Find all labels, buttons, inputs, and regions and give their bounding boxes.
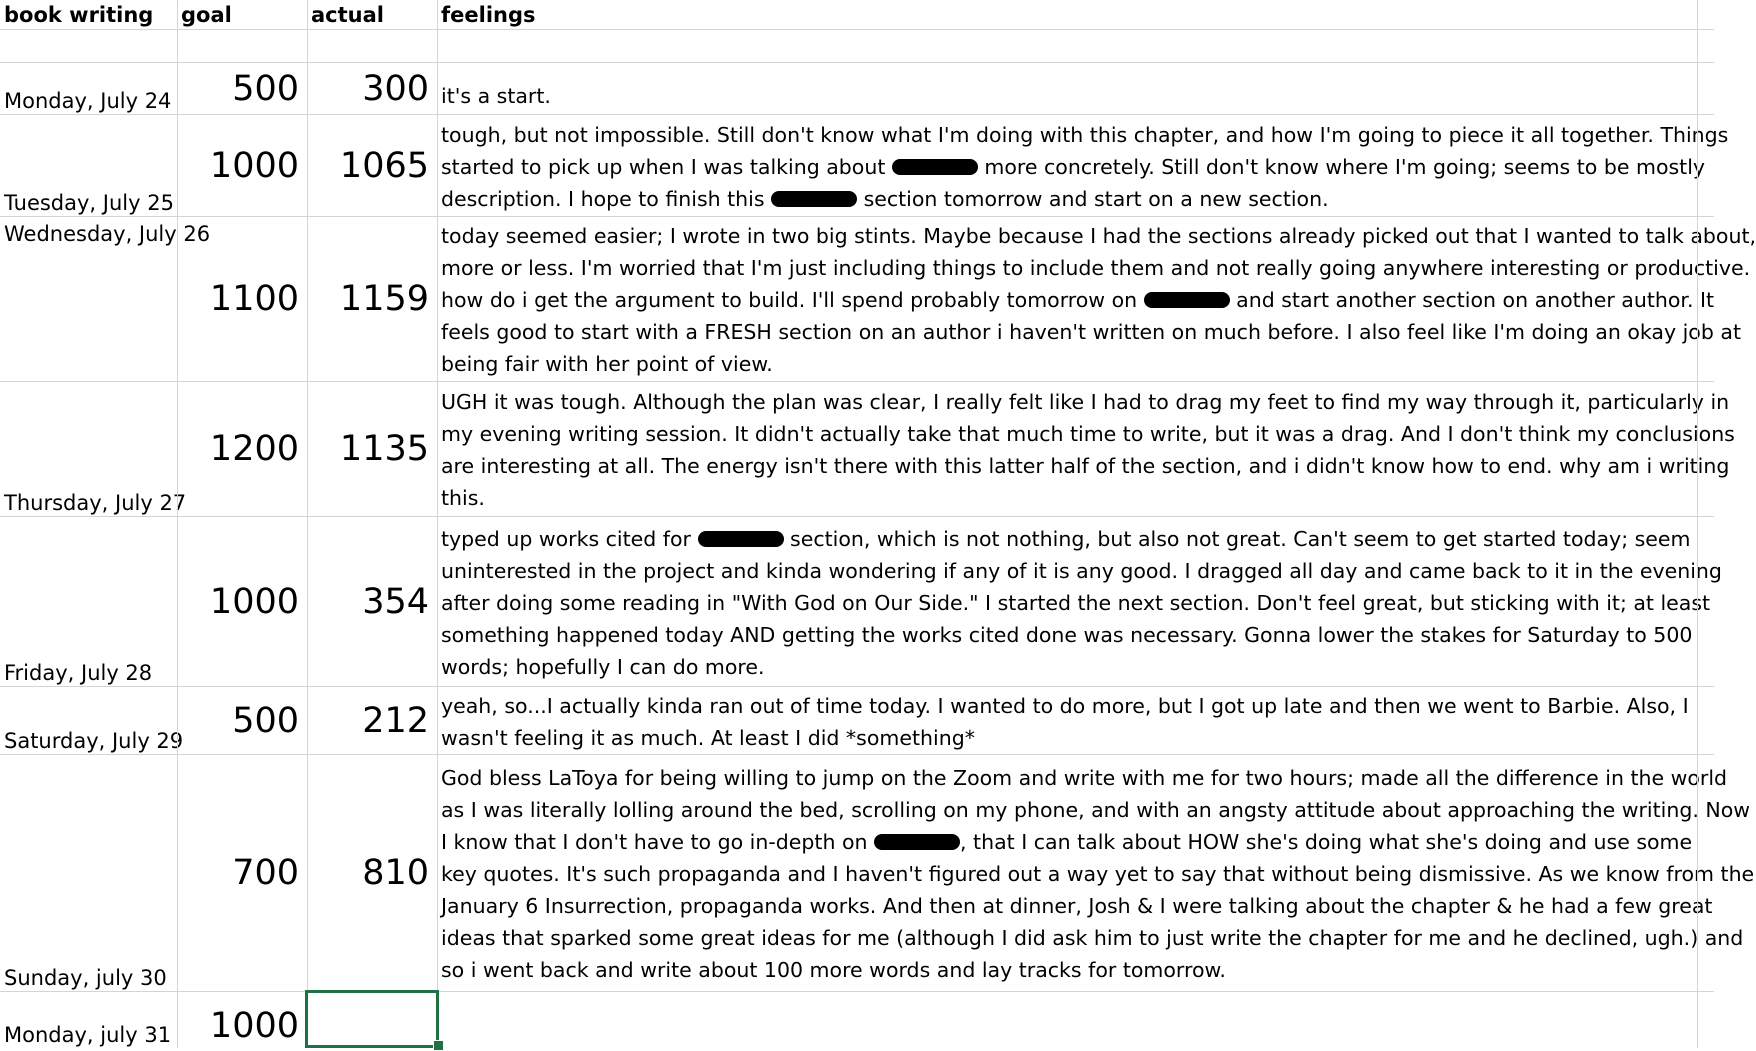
redaction-mark — [698, 531, 784, 547]
feelings-line: description. I hope to finish this section tomorrow and start on a new section. — [441, 186, 1329, 211]
date-cell[interactable]: Wednesday, July 26 — [4, 222, 211, 246]
feelings-cell[interactable] — [437, 382, 1735, 516]
feelings-cell[interactable] — [437, 687, 1697, 754]
redaction-mark — [874, 834, 960, 850]
feelings-cell[interactable] — [437, 115, 1729, 216]
feelings-line: uninterested in the project and kinda wondering if any of it is any good. I dragged all day and came back to it in the evening — [441, 558, 1722, 583]
table-row — [0, 517, 1722, 687]
date-cell[interactable]: Tuesday, July 25 — [4, 191, 174, 215]
feelings-line: typed up works cited for section, which is not nothing, but also not great. Can't seem to get started today; seem — [441, 526, 1691, 551]
actual-cell[interactable]: 300 — [362, 68, 429, 109]
goal-cell[interactable]: 1200 — [209, 429, 299, 469]
table-row — [0, 687, 1714, 755]
table-row — [0, 217, 1756, 382]
goal-cell[interactable]: 1000 — [209, 145, 299, 186]
feelings-line: I know that I don't have to go in-depth on , that I can talk about HOW she's doing what she's doing and use some — [441, 830, 1693, 854]
feelings-cell[interactable] — [437, 63, 1697, 114]
column-divider — [307, 0, 308, 1048]
header-cell-feelings[interactable]: feelings — [441, 3, 536, 27]
goal-cell[interactable]: 700 — [232, 853, 299, 893]
feelings-line: words; hopefully I can do more. — [441, 654, 765, 679]
feelings-line: tough, but not impossible. Still don't know what I'm doing with this chapter, and how I'm going to piece it all together. Things — [441, 122, 1729, 147]
feelings-line: something happened today AND getting the works cited done was necessary. Gonna lower the stakes for Saturday to 500 — [441, 622, 1693, 647]
feelings-line: this. — [441, 486, 485, 510]
actual-cell[interactable]: 1159 — [339, 279, 429, 319]
redaction-mark — [771, 191, 857, 207]
table-row — [0, 992, 1714, 1048]
goal-cell[interactable]: 1000 — [209, 581, 299, 622]
header-cell-goal[interactable]: goal — [181, 3, 232, 27]
feelings-line: feels good to start with a FRESH section on an author i haven't written on much before. I also feel like I'm doing an okay job at — [441, 320, 1741, 344]
feelings-line: UGH it was tough. Although the plan was clear, I really felt like I had to drag my feet to find my way through it, particularly in — [441, 390, 1730, 414]
feelings-line: ideas that sparked some great ideas for me (although I did ask him to just write the chapter for me and he declined, ugh.) and — [441, 926, 1744, 950]
feelings-line: are interesting at all. The energy isn't there with this latter half of the section, and i didn't know how to end. why am i writing — [441, 454, 1730, 478]
feelings-cell[interactable] — [437, 217, 1756, 381]
goal-cell[interactable]: 500 — [232, 700, 299, 741]
redaction-mark — [892, 159, 978, 175]
feelings-line: as I was literally lolling around the bed, scrolling on my phone, and with an angsty attitude about approaching the writing. Now — [441, 798, 1751, 822]
table-row — [0, 755, 1755, 992]
redaction-mark — [1144, 292, 1230, 308]
date-cell[interactable]: Saturday, July 29 — [4, 729, 184, 753]
feelings-cell[interactable] — [437, 992, 1697, 1048]
feelings-line: January 6 Insurrection, propaganda works. And then at dinner, Josh & I were talking about the chapter & he had a few great — [441, 894, 1713, 918]
header-cell-actual[interactable]: actual — [311, 3, 384, 27]
column-divider — [177, 0, 178, 1048]
feelings-cell[interactable] — [437, 517, 1722, 686]
table-row — [0, 382, 1735, 517]
feelings-line: how do i get the argument to build. I'll spend probably tomorrow on and start another section on another author. It — [441, 288, 1715, 312]
feelings-line: today seemed easier; I wrote in two big stints. Maybe because I had the sections already picked out that I wanted to talk about, — [441, 224, 1756, 248]
actual-cell[interactable]: 354 — [362, 581, 429, 622]
column-divider — [1697, 0, 1698, 1048]
empty-row[interactable] — [0, 30, 1714, 63]
feelings-cell[interactable] — [437, 755, 1755, 991]
feelings-line: yeah, so...I actually kinda ran out of time today. I wanted to do more, but I got up late and then we went to Barbie. Also, I — [441, 693, 1689, 718]
header-row — [0, 0, 1714, 30]
feelings-line: God bless LaToya for being willing to jump on the Zoom and write with me for two hours; made all the difference in the world — [441, 766, 1728, 790]
table-row — [0, 115, 1729, 217]
date-cell[interactable]: Friday, July 28 — [4, 661, 153, 685]
feelings-line: key quotes. It's such propaganda and I haven't figured out a way yet to say that without being dismissive. As we know from the — [441, 862, 1755, 886]
date-cell[interactable]: Monday, july 31 — [4, 1023, 172, 1047]
goal-cell[interactable]: 1100 — [209, 279, 299, 319]
feelings-line: it's a start. — [441, 84, 551, 108]
actual-cell[interactable]: 212 — [362, 700, 429, 741]
date-cell[interactable]: Thursday, July 27 — [4, 491, 187, 515]
feelings-line: being fair with her point of view. — [441, 352, 773, 376]
actual-cell[interactable]: 1065 — [339, 145, 429, 186]
feelings-line: wasn't feeling it as much. At least I did *something* — [441, 725, 975, 750]
date-cell[interactable]: Monday, July 24 — [4, 89, 172, 113]
header-cell-book-writing[interactable]: book writing — [4, 3, 154, 27]
feelings-line: my evening writing session. It didn't actually take that much time to write, but it was a drag. And I don't think my conclusions — [441, 422, 1735, 446]
feelings-line: more or less. I'm worried that I'm just including things to include them and not really going anywhere interesting or productive. — [441, 256, 1751, 280]
table-row — [0, 63, 1714, 115]
fill-handle[interactable] — [433, 1040, 444, 1051]
actual-cell[interactable]: 1135 — [339, 429, 429, 469]
goal-cell[interactable]: 1000 — [209, 1006, 299, 1046]
actual-cell[interactable]: 810 — [362, 853, 429, 893]
date-cell[interactable]: Sunday, july 30 — [4, 966, 167, 990]
feelings-line: after doing some reading in "With God on Our Side." I started the next section. Don't feel great, but sticking with it; at least — [441, 590, 1711, 615]
active-cell-selection[interactable] — [305, 990, 439, 1048]
column-divider — [437, 0, 438, 1048]
feelings-line: started to pick up when I was talking about more concretely. Still don't know where I'm going; seems to be mostly — [441, 154, 1706, 179]
feelings-line: so i went back and write about 100 more words and lay tracks for tomorrow. — [441, 958, 1226, 982]
goal-cell[interactable]: 500 — [232, 68, 299, 109]
